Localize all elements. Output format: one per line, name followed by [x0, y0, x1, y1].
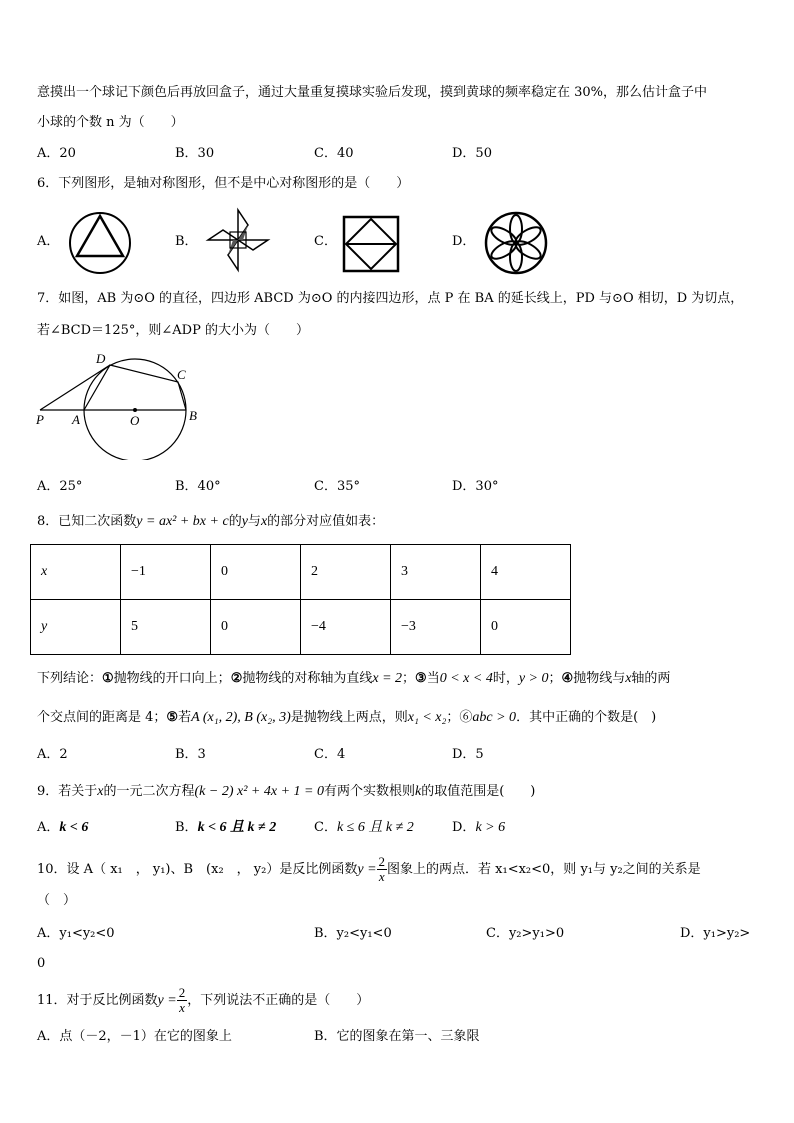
q7-label-c: C	[177, 367, 186, 382]
q7-stem-line2: 若∠BCD＝125°，则∠ADP 的大小为（ ）	[37, 323, 309, 338]
q8-conclusion-intro: 下列结论：	[37, 671, 103, 686]
q8-cell-y-3: −4	[301, 600, 391, 655]
q8-cell-x-header: x	[31, 545, 121, 600]
q8-stem-mid1: 的	[228, 514, 242, 529]
q7-stem-line1: 7．如图，AB 为⊙O 的直径，四边形 ABCD 为⊙O 的内接四边形，点 P 在 BA 的延长线上，PD 与⊙O 相切，D 为切点，	[37, 291, 744, 306]
q10-frac-den: x	[378, 869, 385, 884]
q5-stem-line2: 小球的个数 n 为（ ）	[37, 115, 184, 130]
q8-c4-continuation: 个交点间的距离是 4；	[37, 710, 167, 725]
q8-cell-x-2: 0	[211, 545, 301, 600]
q7-tangent-pd	[40, 365, 110, 410]
q8-c5-num: ⑤	[166, 710, 179, 725]
q7-geometry-figure	[30, 348, 210, 460]
q10-stem-pre: 10．设 A（ x₁ ， y₁)、B (x₂ ， y₂）是反比例函数	[37, 862, 358, 877]
q11-stem-pre: 11．对于反比例函数	[37, 993, 158, 1008]
q8-c2-text: 抛物线的对称轴为直线	[242, 671, 373, 686]
q11-stem-post: ，下列说法不正确的是（ ）	[187, 993, 370, 1008]
q10-option-c: C．y₂>y₁>0	[486, 926, 565, 941]
q8-cell-y-1: 5	[121, 600, 211, 655]
q8-c4-end: 轴的两	[631, 671, 671, 686]
q8-c4-var: x	[625, 671, 632, 686]
q9-stem-post: 的取值范围是( )	[421, 784, 536, 799]
q10-option-b: B．y₂<y₁<0	[314, 926, 392, 941]
q6-figure-c-square-diamond	[341, 214, 401, 274]
q8-c2-end: ；	[402, 671, 416, 686]
q11-option-b: B．它的图象在第一、三象限	[314, 1029, 480, 1044]
q9-option-a	[37, 819, 88, 837]
q8-conclusions-line2	[37, 709, 656, 727]
q7-label-a: A	[72, 412, 80, 427]
q7-center-point	[133, 408, 137, 412]
q11-frac-den: x	[179, 1000, 185, 1015]
q10-stem	[37, 855, 701, 884]
q8-cell-x-3: 2	[301, 545, 391, 600]
q7-option-b: B．40°	[175, 479, 221, 494]
q8-c5-end: ；⑥	[446, 710, 473, 725]
q7-label-o: O	[130, 413, 140, 428]
q8-c5-mid: 是抛物线上两点，则	[290, 710, 408, 725]
q9-option-c	[314, 819, 414, 837]
q11-option-a: A．点（－2，－1）在它的图象上	[37, 1029, 232, 1044]
q8-cell-y-header: y	[31, 600, 121, 655]
q8-stem-mid2: 与	[247, 514, 261, 529]
q5-option-a: A．20	[37, 146, 76, 161]
q8-c5-math: A (x₁, 2), B (x₂, 3)	[191, 710, 291, 725]
q8-stem	[37, 513, 384, 531]
q11-frac-num: 2	[178, 985, 186, 1000]
q8-table-row-y	[31, 600, 571, 655]
q8-cell-x-5: 4	[481, 545, 571, 600]
q8-c4-num: ④	[561, 671, 574, 686]
q10-stem-post: 图象上的两点．若 x₁<x₂<0，则 y₁与 y₂之间的关系是	[387, 862, 701, 877]
q8-stem-pre: 8．已知二次函数	[37, 514, 137, 529]
q9-stem	[37, 783, 535, 801]
q5-option-c: C．40	[314, 146, 354, 161]
q6-label-b: B．	[175, 234, 198, 249]
q8-c3-text: 当	[426, 671, 440, 686]
q7-option-a: A．25°	[37, 479, 83, 494]
q8-option-d: D．5	[452, 747, 484, 762]
q6-label-c: C．	[314, 234, 337, 249]
q7-label-d: D	[96, 351, 106, 366]
q8-c2-num: ②	[230, 671, 243, 686]
q10-option-d: D．y₁>y₂>	[680, 926, 751, 941]
q11-func-lhs: y =	[157, 993, 177, 1008]
q9-stem-mid2: 有两个实数根则	[323, 784, 415, 799]
q9-equation: (k − 2) x² + 4x + 1 = 0	[194, 784, 324, 799]
q8-cell-y-4: −3	[391, 600, 481, 655]
q7-label-p: P	[36, 412, 44, 427]
q8-c3-mid: 时，	[492, 671, 519, 686]
q10-frac-num: 2	[378, 854, 386, 869]
q5-option-d: D．50	[452, 146, 492, 161]
q8-table-row-x	[31, 545, 571, 600]
q8-stem-post: 的部分对应值如表：	[267, 514, 385, 529]
q8-c1-text: 抛物线的开口向上；	[113, 671, 231, 686]
q8-c3-math2: y > 0	[518, 671, 549, 686]
q9-var-k: k	[414, 784, 422, 799]
q9-option-a-math: k < 6	[59, 820, 89, 835]
q5-stem-line1: 意摸出一个球记下颜色后再放回盒子，通过大量重复摸球实验后发现，摸到黄球的频率稳定在 30%，那么估计盒子中	[37, 85, 708, 100]
q10-option-d-wrap: 0	[37, 956, 46, 971]
q9-option-d-math: k > 6	[475, 820, 506, 835]
q8-conclusions-line1	[37, 670, 670, 688]
q8-c3-num: ③	[415, 671, 427, 686]
q6-label-d: D．	[452, 234, 476, 249]
q8-c6-math: abc > 0	[472, 710, 517, 725]
q8-cell-y-2: 0	[211, 600, 301, 655]
q7-label-b: B	[189, 408, 197, 423]
q11-stem	[37, 986, 369, 1015]
q9-option-b-math: k < 6 且 k ≠ 2	[197, 820, 277, 835]
q9-option-b	[175, 819, 276, 837]
q8-option-c: C．4	[314, 747, 346, 762]
q9-option-a-label: A．	[37, 820, 60, 835]
q9-option-d-label: D．	[452, 820, 476, 835]
q6-stem: 6．下列图形，是轴对称图形，但不是中心对称图形的是（ ）	[37, 176, 410, 191]
q8-c3-end: ；	[548, 671, 562, 686]
q8-var-y: y	[241, 514, 248, 529]
q9-option-c-label: C．	[314, 820, 337, 835]
q9-option-b-label: B．	[175, 820, 198, 835]
q9-option-d	[452, 819, 505, 837]
q8-option-b: B．3	[175, 747, 206, 762]
q9-stem-pre: 9．若关于	[37, 784, 98, 799]
q7-option-d: D．30°	[452, 479, 499, 494]
q9-option-c-math: k ≤ 6 且 k ≠ 2	[336, 820, 414, 835]
q8-cell-x-4: 3	[391, 545, 481, 600]
q8-c1-num: ①	[102, 671, 114, 686]
q8-option-a: A．2	[37, 747, 68, 762]
q9-var-x: x	[97, 784, 104, 799]
q8-c5-math2: x₁ < x₂	[407, 710, 447, 725]
q8-cell-x-1: −1	[121, 545, 211, 600]
q11-fraction	[177, 986, 188, 1015]
q8-c6-end: ．其中正确的个数是( )	[516, 710, 657, 725]
q10-stem-line2: （ ）	[37, 893, 77, 908]
q8-c2-math: x = 2	[372, 671, 403, 686]
q8-c4-text: 抛物线与	[573, 671, 626, 686]
q6-figure-d-flower	[483, 210, 549, 276]
q5-option-b: B．30	[175, 146, 215, 161]
q8-var-x: x	[260, 514, 268, 529]
q8-cell-y-5: 0	[481, 600, 571, 655]
q7-option-c: C．35°	[314, 479, 360, 494]
q10-func-lhs: y =	[357, 862, 377, 877]
q8-value-table	[30, 544, 571, 655]
q6-label-a: A．	[37, 234, 60, 249]
q8-function: y = ax² + bx + c	[136, 514, 229, 529]
q9-stem-mid1: 的一元二次方程	[103, 784, 195, 799]
q6-figure-a-circle-triangle	[66, 210, 136, 276]
q10-fraction	[377, 855, 388, 884]
q6-figure-b-pinwheel	[205, 207, 271, 273]
q8-c5-text: 若	[178, 710, 192, 725]
q8-c3-math: 0 < x < 4	[439, 671, 493, 686]
q10-option-a: A．y₁<y₂<0	[37, 926, 115, 941]
